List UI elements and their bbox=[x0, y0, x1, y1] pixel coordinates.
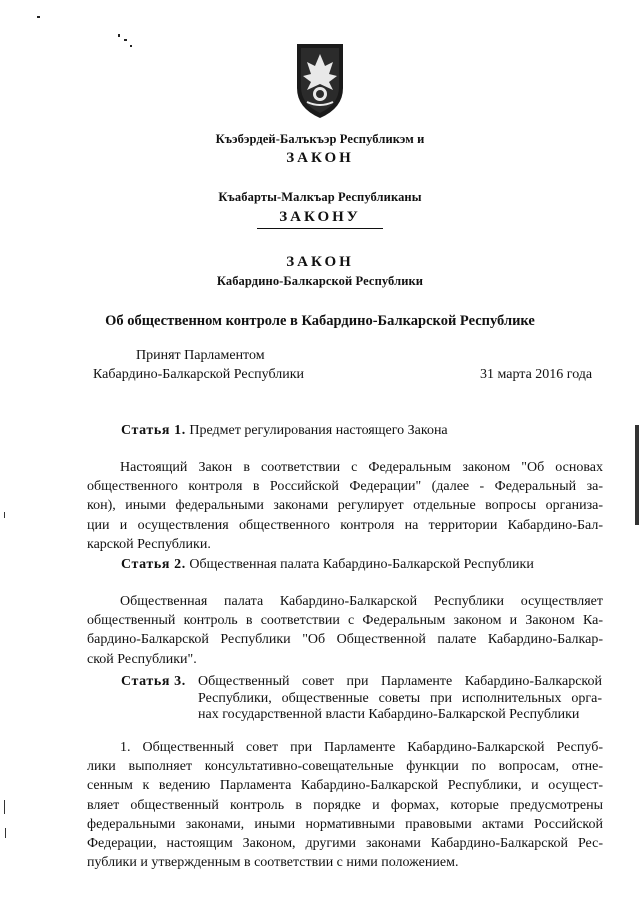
adoption-date: 31 марта 2016 года bbox=[480, 367, 593, 382]
article1-line: ции и осуществления общественного контроля на территории Кабардино-Бал- bbox=[87, 517, 603, 533]
scan-edge bbox=[4, 512, 5, 518]
article2-line: бардино-Балкарской Республики "Об Общественной палате Кабардино-Балкар- bbox=[87, 632, 603, 648]
scan-speck bbox=[37, 16, 40, 18]
article1-heading bbox=[121, 423, 448, 439]
article3-line: 1. Общественный совет при Парламенте Кабардино-Балкарской Респуб- bbox=[120, 740, 603, 755]
article1-line: общественного контроля в Российской Федерации" (далее - Федеральный за- bbox=[87, 479, 603, 495]
kabardian-law-heading: ЗАКОН bbox=[286, 150, 354, 166]
russian-law-heading: ЗАКОН bbox=[286, 254, 354, 270]
balkar-law-heading-wrap bbox=[0, 208, 640, 229]
article3-line: сенным к ведению Парламента Кабардино-Балкарской Республики, и осущест- bbox=[87, 778, 603, 794]
coat-of-arms-icon bbox=[293, 40, 347, 120]
article3-line: вляет общественный контроль в порядке и формах, которые предусмотрены bbox=[87, 797, 603, 813]
article1-line: Настоящий Закон в соответствии с Федеральным законом "Об основах bbox=[120, 460, 603, 475]
article2-body bbox=[87, 592, 603, 669]
article3-line: Федерации, настоящим Законом, другими законами Кабардино-Балкарской Рес- bbox=[87, 835, 603, 851]
article1-title: Предмет регулирования настоящего Закона bbox=[189, 423, 448, 438]
article1-label: Статья 1. bbox=[121, 423, 186, 438]
article1-line: кон), иными федеральными законами регулирует отдельные вопросы организа- bbox=[87, 498, 603, 514]
article3-label-wrap bbox=[121, 674, 186, 690]
scan-edge bbox=[4, 800, 5, 814]
article2-label: Статья 2. bbox=[121, 557, 186, 572]
article3-line: федеральными законами, иными нормативными правовыми актами Российской bbox=[87, 816, 603, 832]
article1-line: карской Республики. bbox=[87, 536, 211, 552]
article2-line: общественный контроль в соответствии с Федеральным законом и Законом Ка- bbox=[87, 613, 603, 629]
article2-line: ской Республики". bbox=[87, 651, 197, 667]
russian-republic-heading: Кабардино-Балкарской Республики bbox=[216, 274, 424, 288]
scan-edge bbox=[5, 828, 6, 838]
article3-heading-line: нах государственной власти Кабардино-Балкарской Республики bbox=[198, 707, 580, 722]
adoption-line2: Кабардино-Балкарской Республики bbox=[93, 367, 304, 382]
article2-line: Общественная палата Кабардино-Балкарской Республики осуществляет bbox=[120, 594, 603, 609]
article2-heading bbox=[121, 557, 534, 573]
article3-line: публики и утвержденным в соответствии с ними положением. bbox=[87, 855, 459, 871]
balkar-republic-heading: Къабарты-Малкъар Республиканы bbox=[218, 190, 422, 204]
law-title: Об общественном контроле в Кабардино-Балкарской Республике bbox=[105, 313, 535, 329]
kabardian-republic-heading: Къэбэрдей-Балъкъэр Республикэм и bbox=[215, 132, 425, 146]
article3-heading-line: Республики, общественные советы при исполнительных орга- bbox=[198, 690, 602, 706]
article3-heading-line: Общественный совет при Парламенте Кабардино-Балкарской bbox=[198, 674, 602, 689]
article3-line: лики выполняет консультативно-совещательные функции по вопросам, отне- bbox=[87, 759, 603, 775]
article3-body bbox=[87, 738, 603, 872]
scan-speck bbox=[124, 39, 127, 41]
scan-speck bbox=[118, 34, 120, 37]
scan-edge bbox=[635, 425, 639, 525]
balkar-law-heading: ЗАКОНУ bbox=[257, 209, 383, 229]
scan-speck bbox=[130, 45, 132, 47]
adoption-line1: Принят Парламентом bbox=[136, 348, 265, 363]
article3-heading bbox=[198, 674, 602, 724]
article2-title: Общественная палата Кабардино-Балкарской Республики bbox=[189, 557, 534, 572]
article1-body bbox=[87, 458, 603, 554]
article3-label: Статья 3. bbox=[121, 674, 186, 689]
